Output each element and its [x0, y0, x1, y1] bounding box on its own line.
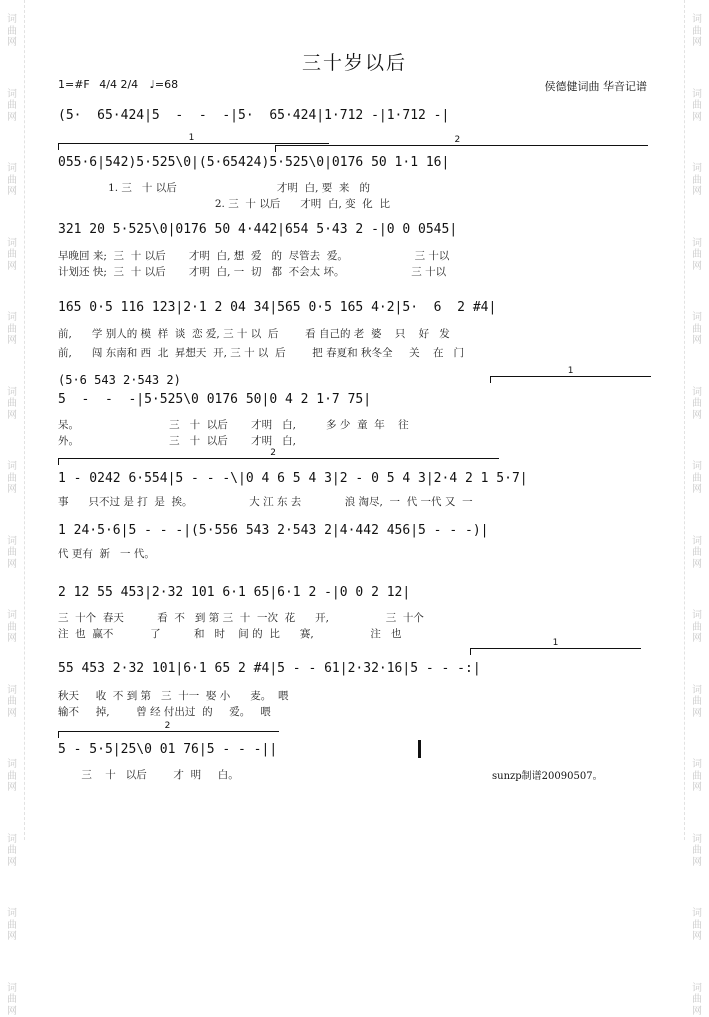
score-meta	[58, 78, 178, 91]
key-signature: 1=#F	[58, 78, 90, 91]
watermark-stamp: 词 曲 网	[692, 163, 702, 198]
composer-credits: 侯德健词曲 华音记谱	[545, 78, 648, 94]
watermark-stamp: 词 曲 网	[692, 834, 702, 869]
tempo-marking: ♩=68	[150, 78, 178, 91]
score-row-8: 2 12 55 453|2·32 101 6·1 65|6·1 2 -|0 0 2 12|	[58, 585, 410, 600]
lyric-row-5-verse-2: 外。 三 十 以后 才明 白,	[58, 433, 296, 448]
score-row-4: 165 0·5 116 123|2·1 2 04 34|565 0·5 165 4·2|5· 6 2 #4|	[58, 300, 496, 315]
watermark-stamp: 词 曲 网	[7, 89, 17, 124]
watermark-stamp: 词 曲 网	[7, 610, 17, 645]
score-row-9: 55 453 2·32 101|6·1 65 2 #4|5 - - 61|2·32·16|5 - - -:|	[58, 661, 481, 676]
score-row-2: 055·6|542)5·525\0|(5·65424)5·525\0|0176 50 1·1 16|	[58, 155, 449, 170]
lyric-row-4-verse-2: 前, 闯 东南和 西 北 昇想天 开, 三 十 以 后 把 春夏和 秋冬全 关 在 门	[58, 345, 464, 360]
watermark-stamp: 词 曲 网	[692, 759, 702, 794]
watermark-stamp: 词 曲 网	[7, 759, 17, 794]
right-watermark-strip	[684, 0, 709, 840]
score-row-10: 5 - 5·5|25\0 01 76|5 - - -||	[58, 742, 277, 757]
lyric-row-8-verse-1: 三 十个 春天 看 不 到 第 三 十 一次 花 开, 三 十个	[58, 610, 424, 625]
lyric-row-10: 三 十 以后 才 明 白。	[58, 767, 239, 782]
final-barline	[418, 740, 421, 758]
watermark-stamp: 词 曲 网	[7, 14, 17, 49]
watermark-stamp: 词 曲 网	[692, 387, 702, 422]
watermark-stamp: 词 曲 网	[692, 89, 702, 124]
lyric-row-9-verse-2: 输不 掉, 曾 经 付出过 的 爱。 喂	[58, 704, 271, 719]
watermark-stamp: 词 曲 网	[7, 908, 17, 943]
transcriber-credit: sunzp制谱20090507。	[492, 767, 603, 782]
watermark-stamp: 词 曲 网	[7, 536, 17, 571]
lyric-row-2-verse-1: 1. 三 十 以后 才明 白, 要 来 的	[58, 180, 370, 195]
watermark-stamp: 词 曲 网	[692, 312, 702, 347]
watermark-stamp: 词 曲 网	[7, 685, 17, 720]
volta-row5: 1	[490, 376, 651, 383]
volta-row10: 2	[58, 731, 279, 738]
volta-2: 2	[275, 145, 648, 152]
lyric-row-2-verse-2: 2. 三 十 以后 才明 白, 变 化 比	[58, 196, 390, 211]
watermark-stamp: 词 曲 网	[7, 983, 17, 1017]
lyric-row-6: 事 只不过 是 打 是 挨。 大 江 东 去 浪 淘尽, 一 代 一代 又 一	[58, 494, 473, 509]
lyric-row-5-verse-1: 呆。 三 十 以后 才明 白, 多 少 童 年 往	[58, 417, 409, 432]
watermark-stamp: 词 曲 网	[692, 238, 702, 273]
watermark-stamp: 词 曲 网	[692, 685, 702, 720]
volta-1: 1	[58, 143, 329, 150]
score-row-7: 1 24·5·6|5 - - -|(5·556 543 2·543 2|4·442 456|5 - - -)|	[58, 523, 488, 538]
left-watermark-strip	[0, 0, 25, 840]
time-signatures: 4/4 2/4	[99, 78, 138, 91]
watermark-stamp: 词 曲 网	[7, 163, 17, 198]
watermark-stamp: 词 曲 网	[7, 238, 17, 273]
page-title: 三十岁以后	[0, 48, 709, 75]
watermark-stamp: 词 曲 网	[692, 610, 702, 645]
lyric-row-7: 代 更有 新 一 代。	[58, 546, 155, 561]
watermark-stamp: 词 曲 网	[692, 536, 702, 571]
watermark-stamp: 词 曲 网	[7, 312, 17, 347]
watermark-stamp: 词 曲 网	[692, 14, 702, 49]
score-row-5: 5 - - -|5·525\0 0176 50|0 4 2 1·7 75|	[58, 392, 371, 407]
watermark-stamp: 词 曲 网	[692, 983, 702, 1017]
watermark-stamp: 词 曲 网	[7, 834, 17, 869]
watermark-stamp: 词 曲 网	[692, 461, 702, 496]
score-row-5-intro: (5·6 543 2·543 2)	[58, 373, 181, 387]
lyric-row-9-verse-1: 秋天 收 不 到 第 三 十一 娶 小 麦。 喂	[58, 688, 288, 703]
watermark-stamp: 词 曲 网	[692, 908, 702, 943]
volta-row9: 1	[470, 648, 641, 655]
lyric-row-8-verse-2: 注 也 赢不 了 和 时 间 的 比 赛, 注 也	[58, 626, 401, 641]
lyric-row-3-verse-2: 计划还 快; 三 十 以后 才明 白, 一 切 都 不会太 坏。 三 十以	[58, 264, 446, 279]
score-row-6: 1 - 0242 6·554|5 - - -\|0 4 6 5 4 3|2 - 0 5 4 3|2·4 2 1 5·7|	[58, 471, 528, 486]
score-row-1: (5· 65·424|5 - - -|5· 65·424|1·712 -|1·712 -|	[58, 108, 449, 123]
lyric-row-3-verse-1: 早晚回 来; 三 十 以后 才明 白, 想 爱 的 尽管去 爱。 三 十以	[58, 248, 449, 263]
score-row-3: 321 20 5·525\0|0176 50 4·442|654 5·43 2 -|0 0 0545|	[58, 222, 457, 237]
lyric-row-4-verse-1: 前, 学 别人的 模 样 谈 恋 爱, 三 十 以 后 看 自己的 老 婆 只 好 发	[58, 326, 450, 341]
volta-row6: 2	[58, 458, 499, 465]
watermark-stamp: 词 曲 网	[7, 461, 17, 496]
watermark-stamp: 词 曲 网	[7, 387, 17, 422]
